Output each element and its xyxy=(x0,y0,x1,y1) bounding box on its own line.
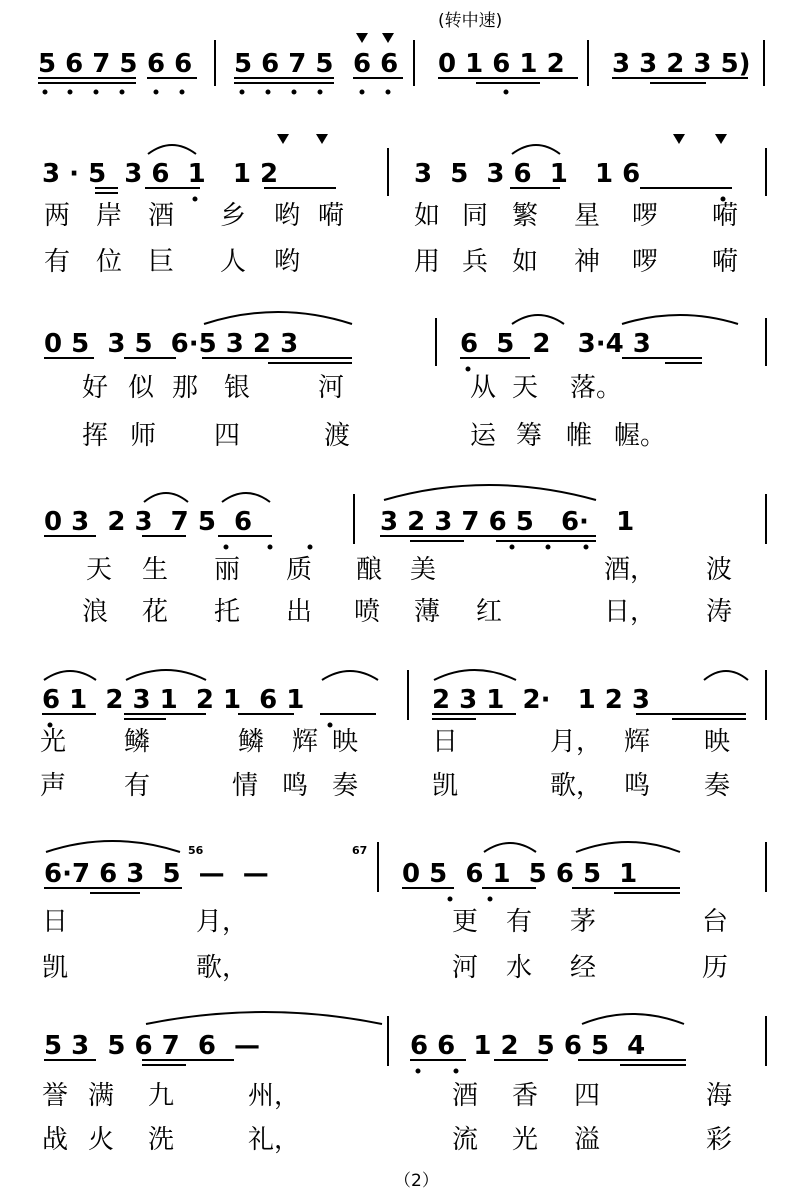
lyric-syllable: 那 xyxy=(172,373,199,403)
lyric-syllable: 同 xyxy=(462,201,489,231)
lyric-syllable: 薄 xyxy=(414,597,441,627)
line-1 xyxy=(42,134,766,201)
lyric-syllable: 酒 xyxy=(452,1081,479,1111)
line3-lyrics-verse2 xyxy=(82,597,732,627)
lyric-syllable: 美 xyxy=(410,555,437,585)
grace-notes-1: 56 xyxy=(188,844,204,857)
lyric-syllable: 哟 xyxy=(274,247,301,277)
lyric-syllable: 运 xyxy=(470,421,497,451)
intro-notes-1: 5 6 7 5 xyxy=(38,49,138,79)
lyric-syllable: 落。 xyxy=(570,373,623,403)
line-5-lyrics xyxy=(42,907,728,983)
line-4-lyrics xyxy=(40,727,730,801)
grace-notes-2: 67 xyxy=(352,844,368,857)
lyric-syllable: 更 xyxy=(452,907,479,937)
lyric-syllable: 喷 xyxy=(354,597,381,627)
lyric-syllable: 日， xyxy=(604,597,657,627)
line-6 xyxy=(44,1012,766,1073)
lyric-syllable: 红 xyxy=(476,597,503,627)
intro-notes-2: 6 6 xyxy=(147,49,193,79)
lyric-syllable: 生 xyxy=(142,555,169,585)
lyric-syllable: 酿 xyxy=(356,555,383,585)
lyric-syllable: 波 xyxy=(706,555,733,585)
intro-notes-3: 5 6 7 5 xyxy=(234,49,334,79)
line2-lyrics-verse1 xyxy=(82,373,622,403)
lyric-syllable: 水 xyxy=(506,953,533,983)
lyric-syllable: 河 xyxy=(318,373,345,403)
lyric-syllable: 州， xyxy=(248,1081,301,1111)
lyric-syllable: 鸣 xyxy=(624,771,651,801)
lyric-syllable: 溢 xyxy=(574,1125,601,1155)
lyric-syllable: 情 xyxy=(232,771,259,801)
lyric-syllable: 火 xyxy=(88,1125,115,1155)
line-3-lyrics xyxy=(82,555,732,627)
lyric-syllable: 丽 xyxy=(214,555,241,585)
intro-notes-5: 0 1 6 1 2 xyxy=(438,49,565,79)
line-2-lyrics xyxy=(82,373,666,451)
lyric-syllable: 如 xyxy=(512,247,539,277)
lyric-syllable: 兵 xyxy=(462,247,489,277)
lyric-syllable: 如 xyxy=(414,201,441,231)
line1-lyrics-verse1 xyxy=(44,201,738,231)
line6-lyrics-verse2 xyxy=(42,1125,732,1155)
lyric-syllable: 礼， xyxy=(248,1125,301,1155)
lyric-syllable: 彩 xyxy=(706,1125,733,1155)
lyric-syllable: 嗬 xyxy=(318,201,345,231)
lyric-syllable: 花 xyxy=(142,597,169,627)
lyric-syllable: 经 xyxy=(570,953,597,983)
lyric-syllable: 嗬 xyxy=(712,201,739,231)
lyric-syllable: 帷 xyxy=(566,421,593,451)
intro-notes-4: 6 6 xyxy=(353,49,399,79)
lyric-syllable: 映 xyxy=(704,727,731,757)
lyric-syllable: 岸 xyxy=(96,201,123,231)
lyric-syllable: 凯 xyxy=(432,771,459,801)
lyric-syllable: 海 xyxy=(706,1081,733,1111)
lyric-syllable: 筹 xyxy=(516,421,543,451)
lyric-syllable: 日 xyxy=(432,727,459,757)
lyric-syllable: 酒 xyxy=(148,201,175,231)
lyric-syllable: 师 xyxy=(130,421,157,451)
lyric-syllable: 好 xyxy=(82,373,109,403)
lyric-syllable: 啰 xyxy=(632,247,659,277)
lyric-syllable: 战 xyxy=(42,1125,69,1155)
line3-notes: 0 3 2 3 7 5 6 xyxy=(44,507,253,537)
line6-notes-b: 6 6 1 2 5 6 5 4 xyxy=(410,1031,646,1061)
lyric-syllable: 银 xyxy=(224,373,251,403)
lyric-syllable: 流 xyxy=(452,1125,479,1155)
line-6-lyrics xyxy=(42,1081,732,1155)
lyric-syllable: 台 xyxy=(702,907,729,937)
lyric-syllable: 鳞 xyxy=(124,727,151,757)
lyric-syllable: 有 xyxy=(506,907,533,937)
lyric-syllable: 河 xyxy=(452,953,479,983)
lyric-syllable: 映 xyxy=(332,727,359,757)
lyric-syllable: 誉 xyxy=(42,1081,69,1111)
lyric-syllable: 渡 xyxy=(324,421,351,451)
lyric-syllable: 辉 xyxy=(624,727,651,757)
lyric-syllable: 凯 xyxy=(42,953,69,983)
lyric-syllable: 香 xyxy=(512,1081,539,1111)
lyric-syllable: 辉 xyxy=(292,727,319,757)
line2-lyrics-verse2 xyxy=(82,421,666,451)
lyric-syllable: 月， xyxy=(550,727,603,757)
lyric-syllable: 嗬 xyxy=(712,247,739,277)
lyric-syllable: 巨 xyxy=(148,247,175,277)
line-2 xyxy=(44,312,766,371)
lyric-syllable: 声 xyxy=(40,771,67,801)
lyric-syllable: 九 xyxy=(148,1081,175,1111)
lyric-syllable: 啰 xyxy=(632,201,659,231)
line1-lyrics-verse2 xyxy=(44,247,738,277)
lyric-syllable: 涛 xyxy=(706,597,733,627)
line4-notes: 6 1 2 3 1 2 1 6 1 xyxy=(42,685,305,715)
intro-line xyxy=(38,33,764,94)
line-1-lyrics xyxy=(44,201,738,277)
line6-notes: 5 3 5 6 7 6 — xyxy=(44,1031,261,1061)
lyric-syllable: 奏 xyxy=(332,771,359,801)
line2-notes-b: 6 5 2 3·4 3 xyxy=(460,329,651,359)
lyric-syllable: 星 xyxy=(574,201,601,231)
page-number: （2） xyxy=(394,1171,439,1191)
line5-lyrics-verse1 xyxy=(42,907,728,937)
lyric-syllable: 历 xyxy=(702,953,729,983)
lyric-syllable: 歌， xyxy=(196,953,249,983)
lyric-syllable: 洗 xyxy=(148,1125,175,1155)
lyric-syllable: 从 xyxy=(470,373,497,403)
line3-notes-b: 3 2 3 7 6 5 6· 1 xyxy=(380,507,635,537)
lyric-syllable: 日 xyxy=(42,907,69,937)
line5-lyrics-verse2 xyxy=(42,953,728,983)
line1-notes: 3 · 5 3 6 1 1 2 xyxy=(42,159,279,189)
line6-lyrics-verse1 xyxy=(42,1081,732,1111)
lyric-syllable: 歌， xyxy=(550,771,603,801)
lyric-syllable: 人 xyxy=(220,247,247,277)
tempo-marking: (转中速) xyxy=(438,11,503,31)
lyric-syllable: 哟 xyxy=(274,201,301,231)
lyric-syllable: 四 xyxy=(574,1081,601,1111)
line-4 xyxy=(42,670,766,727)
line-3 xyxy=(44,485,766,549)
lyric-syllable: 光 xyxy=(512,1125,539,1155)
lyric-syllable: 酒， xyxy=(604,555,657,585)
line4-notes-b: 2 3 1 2· 1 2 3 xyxy=(432,685,650,715)
line5-notes-b: 0 5 6 1 5 6 5 1 xyxy=(402,859,638,889)
lyric-syllable: 托 xyxy=(214,597,241,627)
lyric-syllable: 茅 xyxy=(570,907,597,937)
lyric-syllable: 神 xyxy=(574,247,601,277)
lyric-syllable: 鸣 xyxy=(282,771,309,801)
lyric-syllable: 天 xyxy=(86,555,113,585)
lyric-syllable: 繁 xyxy=(512,201,539,231)
lyric-syllable: 挥 xyxy=(82,421,109,451)
lyric-syllable: 鳞 xyxy=(238,727,265,757)
line5-notes: 6·7 6 3 5 — — xyxy=(44,859,269,889)
lyric-syllable: 天 xyxy=(512,373,539,403)
lyric-syllable: 满 xyxy=(88,1081,115,1111)
lyric-syllable: 有 xyxy=(44,247,71,277)
lyric-syllable: 光 xyxy=(40,727,67,757)
lyric-syllable: 月， xyxy=(196,907,249,937)
line4-lyrics-verse1 xyxy=(40,727,730,757)
lyric-syllable: 有 xyxy=(124,771,151,801)
lyric-syllable: 位 xyxy=(96,247,123,277)
line2-notes: 0 5 3 5 6·5 3 2 3 xyxy=(44,329,299,359)
line3-lyrics-verse1 xyxy=(86,555,732,585)
lyric-syllable: 用 xyxy=(414,247,441,277)
lyric-syllable: 两 xyxy=(44,201,71,231)
lyric-syllable: 幄。 xyxy=(614,421,667,451)
lyric-syllable: 乡 xyxy=(220,201,247,231)
lyric-syllable: 质 xyxy=(286,555,313,585)
line4-lyrics-verse2 xyxy=(40,771,730,801)
line-5 xyxy=(44,841,766,901)
lyric-syllable: 似 xyxy=(128,373,155,403)
lyric-syllable: 浪 xyxy=(82,597,109,627)
lyric-syllable: 奏 xyxy=(704,771,731,801)
lyric-syllable: 出 xyxy=(286,597,313,627)
lyric-syllable: 四 xyxy=(214,421,241,451)
intro-notes-6: 3 3 2 3 5) xyxy=(612,49,751,79)
line1-notes-b: 3 5 3 6 1 1 6 xyxy=(414,159,641,189)
